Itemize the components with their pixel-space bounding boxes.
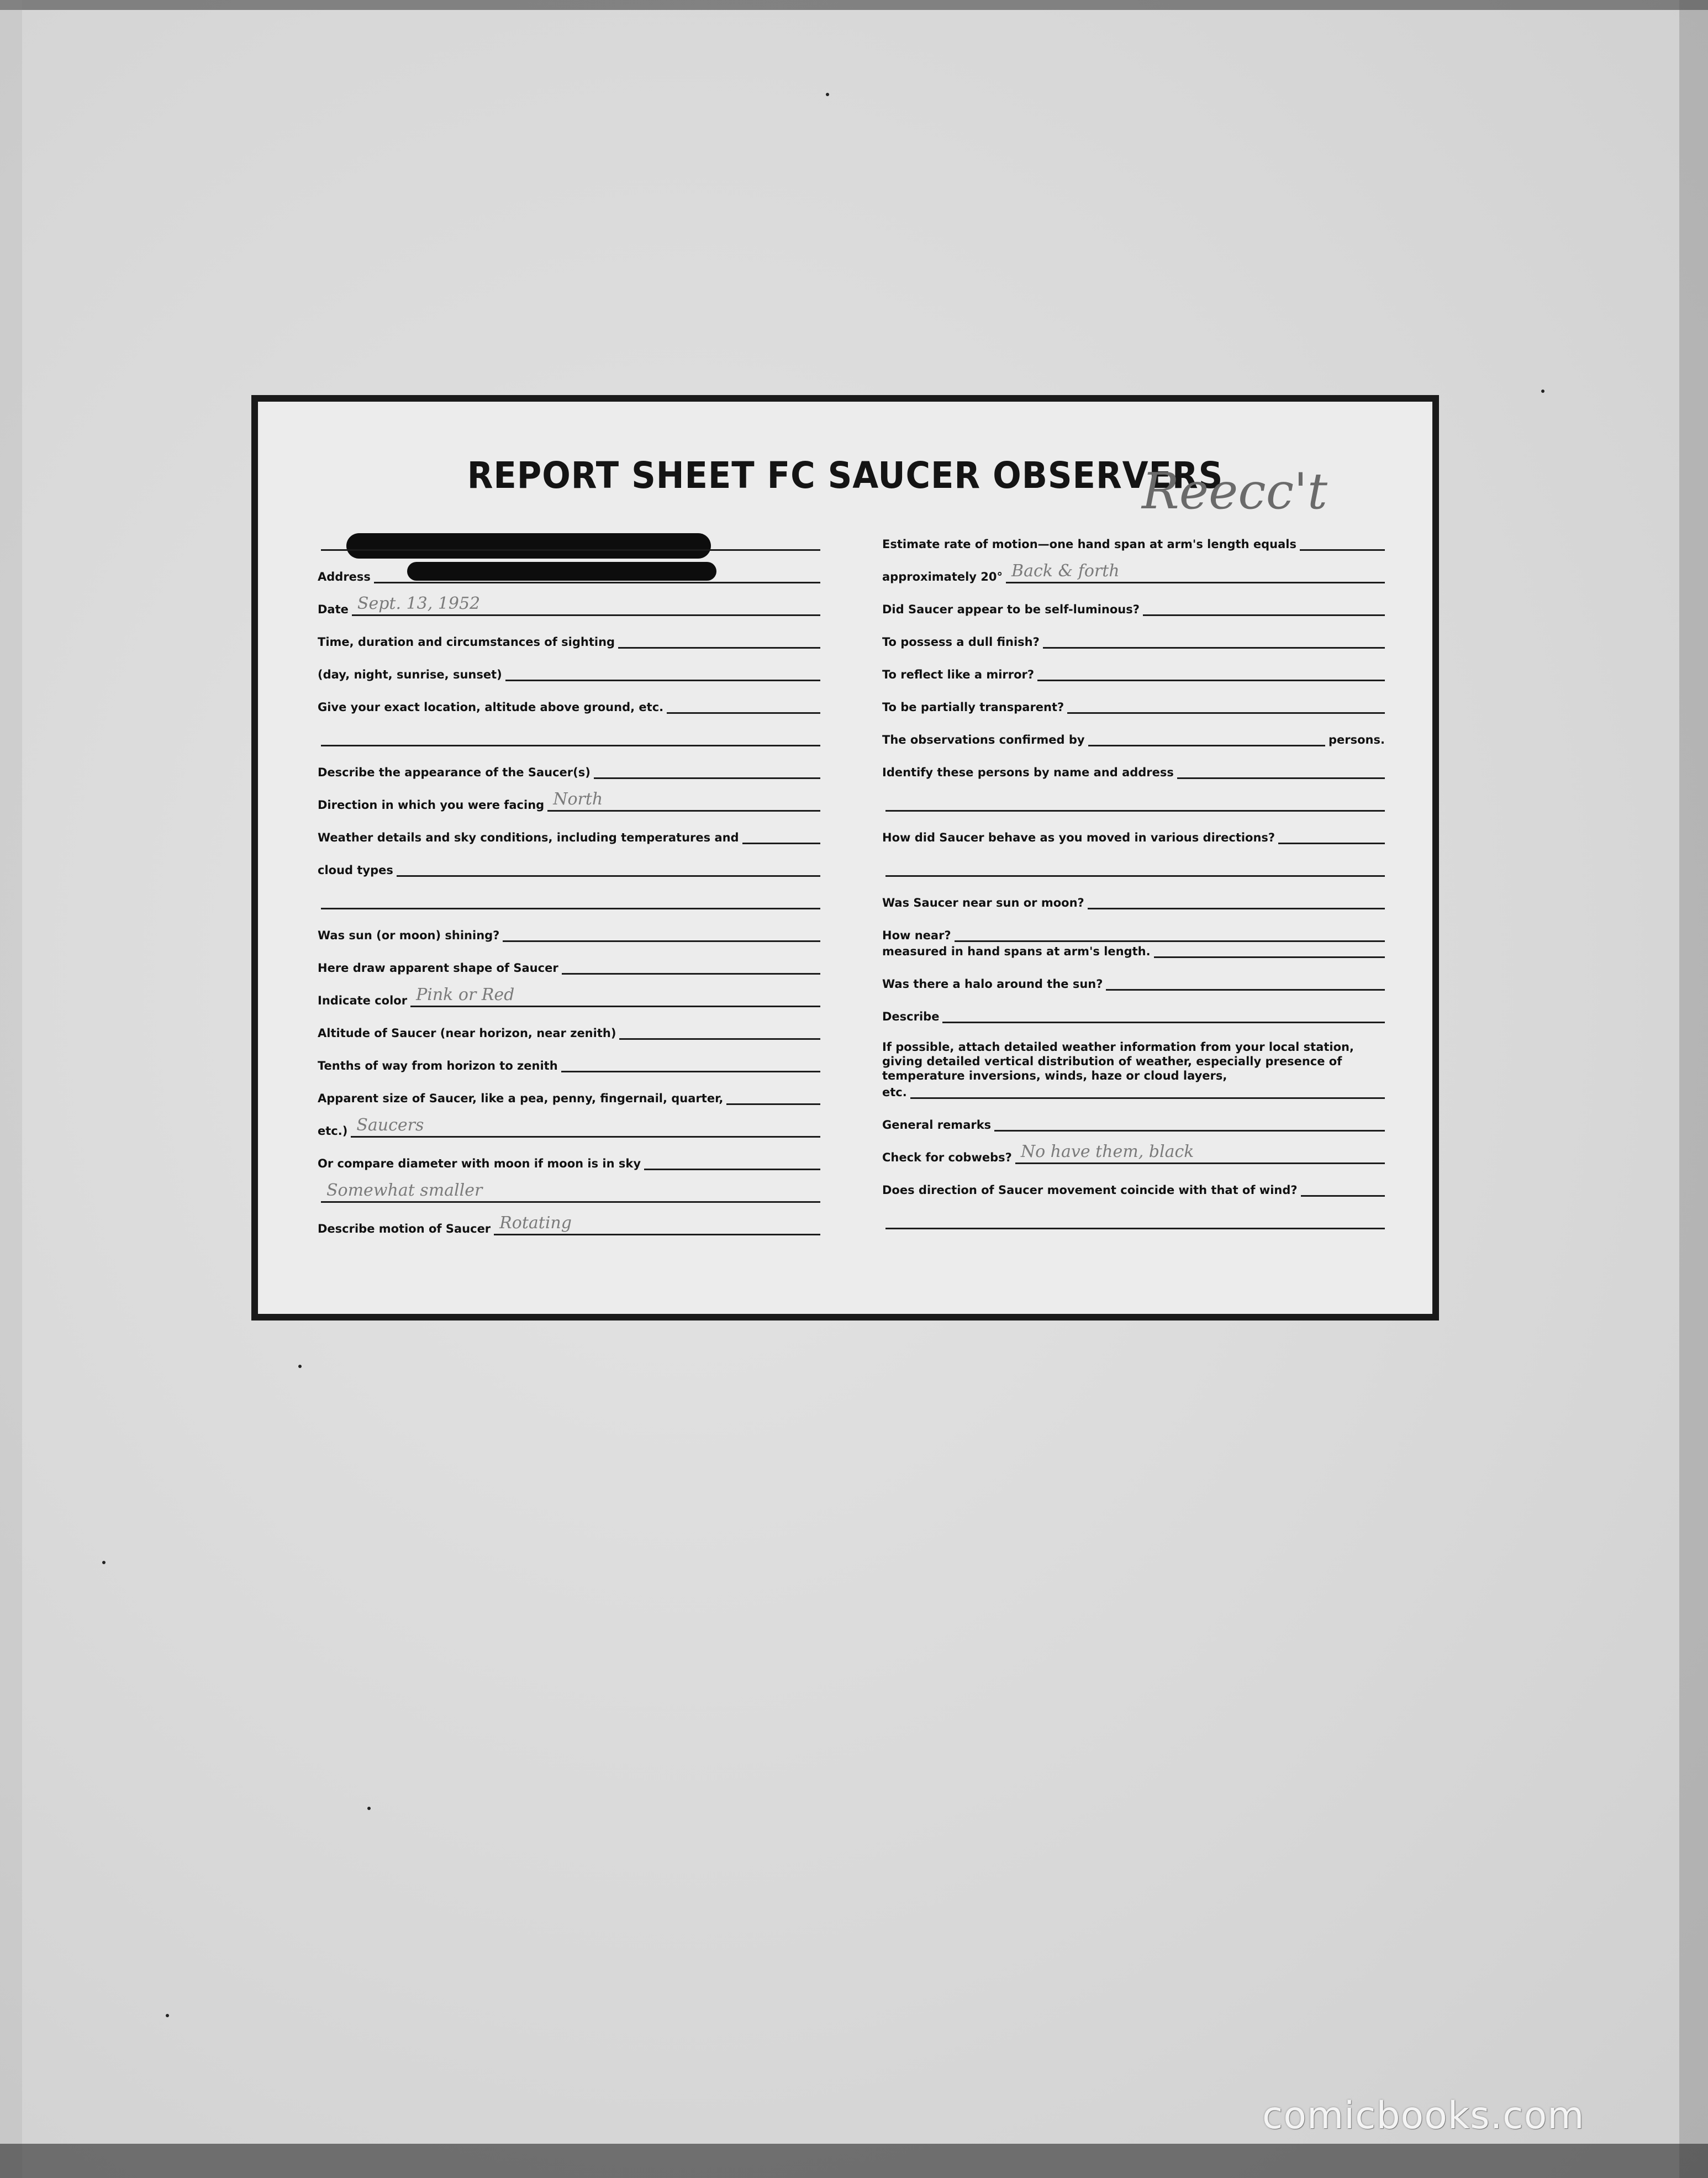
field-label: (day, night, sunrise, sunset) — [318, 668, 502, 681]
field-answer-line[interactable] — [594, 765, 820, 779]
form-field — [318, 1026, 820, 1040]
field-answer-line[interactable] — [1088, 733, 1325, 746]
field-answer-line[interactable] — [1143, 602, 1385, 616]
form-field — [882, 1118, 1385, 1132]
field-label: measured in hand spans at arm's length. — [882, 945, 1151, 958]
field-label: Weather details and sky conditions, including temperatures and — [318, 831, 739, 844]
field-label: etc.) — [318, 1124, 348, 1138]
form-field — [318, 700, 820, 714]
field-label: Was sun (or moon) shining? — [318, 929, 500, 942]
form-field — [318, 1181, 820, 1203]
field-answer-line[interactable] — [561, 1059, 820, 1072]
form-field — [882, 863, 1385, 877]
field-answer-line[interactable] — [1015, 1142, 1385, 1164]
form-field — [318, 1091, 820, 1105]
field-answer-line[interactable] — [726, 1091, 820, 1105]
field-label: approximately 20° — [882, 570, 1003, 583]
form-field — [318, 790, 820, 812]
field-answer-line[interactable] — [1300, 537, 1385, 551]
form-field — [882, 830, 1385, 844]
form-field — [318, 928, 820, 942]
report-sheet — [251, 395, 1439, 1321]
field-label: Estimate rate of motion—one hand span at arm's length equals — [882, 538, 1296, 551]
field-answer-line[interactable] — [994, 1118, 1385, 1132]
field-label: Here draw apparent shape of Saucer — [318, 961, 558, 975]
form-field — [318, 667, 820, 681]
field-label: General remarks — [882, 1118, 992, 1132]
field-label: Was Saucer near sun or moon? — [882, 896, 1084, 909]
field-label: Apparent size of Saucer, like a pea, penny, fingernail, quarter, — [318, 1092, 724, 1105]
field-answer-line[interactable] — [667, 700, 820, 714]
right-column — [882, 537, 1385, 1229]
field-label: Check for cobwebs? — [882, 1151, 1012, 1164]
field-label: Indicate color — [318, 994, 408, 1007]
form-field — [318, 733, 820, 746]
field-answer-line[interactable] — [1301, 1183, 1385, 1197]
form-field — [318, 1116, 820, 1138]
form-field — [318, 830, 820, 844]
field-label: How did Saucer behave as you moved in various directions? — [882, 831, 1275, 844]
field-answer-line[interactable] — [885, 798, 1385, 812]
form-field — [882, 896, 1385, 909]
dust-speck — [166, 2014, 169, 2017]
field-answer-line[interactable] — [1278, 830, 1385, 844]
form-field — [882, 928, 1385, 942]
field-suffix: persons. — [1329, 733, 1385, 746]
form-field — [318, 765, 820, 779]
handwritten-answer: Somewhat smaller — [326, 1181, 483, 1200]
handwritten-answer: Rotating — [499, 1213, 572, 1233]
field-answer-line[interactable] — [321, 537, 820, 551]
form-field — [882, 977, 1385, 991]
field-label: Time, duration and circumstances of sighting — [318, 635, 615, 649]
form-field — [882, 1085, 1385, 1099]
field-label: Address — [318, 570, 371, 583]
handwritten-answer: Pink or Red — [416, 985, 515, 1004]
form-field — [882, 561, 1385, 583]
field-answer-line[interactable] — [885, 1216, 1385, 1229]
field-answer-line[interactable] — [351, 1116, 820, 1138]
field-answer-line[interactable] — [494, 1213, 820, 1235]
field-label: Direction in which you were facing — [318, 798, 545, 812]
scan-edge-right — [1679, 0, 1708, 2178]
field-answer-line[interactable] — [321, 733, 820, 746]
field-answer-line[interactable] — [1088, 896, 1385, 909]
form-field — [882, 798, 1385, 812]
handwritten-answer: Sept. 13, 1952 — [357, 594, 481, 613]
field-label: Was there a halo around the sun? — [882, 977, 1103, 991]
handwritten-answer: Saucers — [356, 1116, 424, 1135]
field-label: Describe — [882, 1010, 940, 1023]
field-answer-line[interactable] — [1106, 977, 1385, 991]
form-field — [318, 594, 820, 616]
form-field — [318, 896, 820, 909]
form-field — [882, 700, 1385, 714]
field-answer-line[interactable] — [503, 928, 820, 942]
field-label: How near? — [882, 929, 951, 942]
field-label: Altitude of Saucer (near horizon, near zenith) — [318, 1027, 616, 1040]
form-field — [882, 733, 1385, 746]
form-field — [882, 537, 1385, 551]
form-field — [882, 1009, 1385, 1023]
field-answer-line[interactable] — [910, 1085, 1385, 1099]
form-field — [318, 1059, 820, 1072]
field-label: Give your exact location, altitude above ground, etc. — [318, 701, 664, 714]
field-answer-line[interactable] — [619, 1026, 820, 1040]
field-answer-line[interactable] — [618, 635, 820, 649]
form-field — [318, 863, 820, 877]
weather-instructions: If possible, attach detailed weather information from your local station, giving detailed vertical distribution of weather, especially presence of temperature inversions, winds, haze or cloud layers, — [882, 1040, 1354, 1082]
field-label: To reflect like a mirror? — [882, 668, 1035, 681]
dust-speck — [367, 1807, 371, 1810]
field-answer-line[interactable] — [885, 863, 1385, 877]
field-answer-line[interactable] — [742, 830, 820, 844]
field-answer-line[interactable] — [321, 1181, 820, 1203]
left-column — [318, 537, 820, 1235]
form-field — [318, 570, 820, 583]
field-label: Or compare diameter with moon if moon is in sky — [318, 1157, 641, 1170]
form-field — [318, 1213, 820, 1235]
handwritten-answer: North — [553, 790, 603, 809]
handwritten-answer: No have them, black — [1020, 1142, 1194, 1161]
scan-edge-bottom — [0, 2144, 1708, 2178]
dust-speck — [298, 1365, 302, 1368]
scan-edge-top — [0, 0, 1708, 10]
field-label: Describe motion of Saucer — [318, 1222, 491, 1235]
field-label: Tenths of way from horizon to zenith — [318, 1059, 558, 1072]
dust-speck — [102, 1561, 106, 1564]
field-label: Does direction of Saucer movement coincide with that of wind? — [882, 1183, 1298, 1197]
field-answer-line[interactable] — [1043, 635, 1385, 649]
field-answer-line[interactable] — [1006, 561, 1385, 583]
field-label: Describe the appearance of the Saucer(s) — [318, 766, 591, 779]
field-answer-line[interactable] — [562, 961, 820, 975]
field-answer-line[interactable] — [397, 863, 820, 877]
form-field — [318, 1156, 820, 1170]
field-answer-line[interactable] — [410, 985, 820, 1007]
field-answer-line[interactable] — [321, 896, 820, 909]
field-answer-line[interactable] — [955, 928, 1385, 942]
scan-edge-left — [0, 0, 22, 2178]
form-field — [882, 765, 1385, 779]
field-answer-line[interactable] — [942, 1009, 1385, 1023]
form-field — [882, 667, 1385, 681]
handwritten-answer: Back & forth — [1011, 561, 1120, 581]
form-field — [318, 635, 820, 649]
field-label: To possess a dull finish? — [882, 635, 1040, 649]
form-field — [882, 944, 1385, 958]
field-label: Date — [318, 603, 349, 616]
field-answer-line[interactable] — [1177, 765, 1385, 779]
form-field — [318, 985, 820, 1007]
field-answer-line[interactable] — [505, 667, 820, 681]
field-label: The observations confirmed by — [882, 733, 1085, 746]
dust-speck — [826, 93, 829, 96]
field-answer-line[interactable] — [644, 1156, 820, 1170]
field-answer-line[interactable] — [352, 594, 820, 616]
form-field — [882, 1216, 1385, 1229]
field-label: etc. — [882, 1086, 907, 1099]
form-field — [882, 1142, 1385, 1164]
field-answer-line[interactable] — [1067, 700, 1385, 714]
field-answer-line[interactable] — [1154, 944, 1385, 958]
handwritten-corner-note: Reecc't — [1142, 462, 1328, 520]
field-label: To be partially transparent? — [882, 701, 1064, 714]
form-title: REPORT SHEET FC SAUCER OBSERVERS — [467, 454, 1224, 497]
field-label: cloud types — [318, 864, 393, 877]
form-field — [882, 1183, 1385, 1197]
form-field — [318, 961, 820, 975]
field-answer-line[interactable] — [374, 570, 820, 583]
watermark: comicbooks.com — [1262, 2094, 1585, 2138]
field-label: Identify these persons by name and address — [882, 766, 1174, 779]
field-answer-line[interactable] — [1037, 667, 1385, 681]
form-field — [882, 602, 1385, 616]
field-answer-line[interactable] — [547, 790, 820, 812]
form-field — [318, 537, 820, 551]
field-label: Did Saucer appear to be self-luminous? — [882, 603, 1140, 616]
form-field — [882, 635, 1385, 649]
dust-speck — [1541, 390, 1544, 393]
